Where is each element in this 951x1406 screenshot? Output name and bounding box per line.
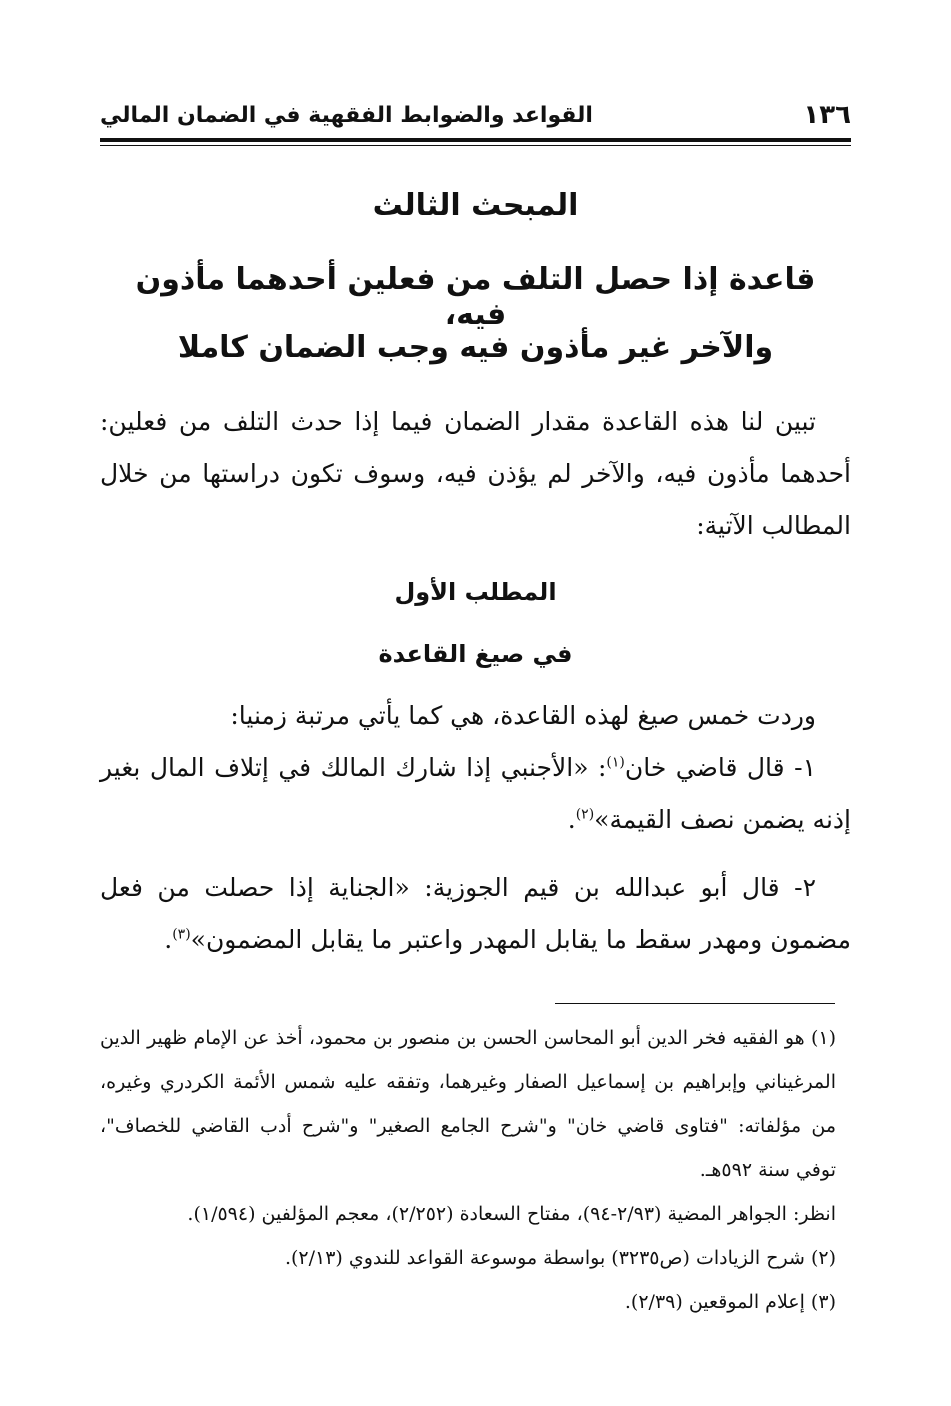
footnotes bbox=[100, 1016, 836, 1324]
footnote-ref-3: (٣) bbox=[172, 926, 191, 943]
chapter-title: المبحث الثالث bbox=[372, 188, 579, 223]
item2-text: ٢- قال أبو عبدالله بن قيم الجوزية: «الجناية إذا حصلت من فعل مضمون ومهدر سقط ما يقابل المهدر واعتبر ما يقابل المضمون» bbox=[100, 873, 851, 954]
form-item-2 bbox=[100, 862, 851, 966]
item2-end: . bbox=[164, 925, 173, 954]
footnote-3: (٣) إعلام الموقعين (٢/٣٩). bbox=[624, 1291, 836, 1313]
page-header bbox=[100, 95, 851, 135]
footnote-ref-1: (١) bbox=[606, 754, 625, 771]
rule-title-line-2: والآخر غير مأذون فيه وجب الضمان كاملا bbox=[177, 330, 774, 365]
section-title: المطلب الأول bbox=[394, 578, 557, 606]
footnote-ref-2: (٢) bbox=[575, 806, 595, 823]
intro-paragraph: تبين لنا هذه القاعدة مقدار الضمان فيما إذا حدث التلف من فعلين: أحدهما مأذون فيه، والآخر لم يؤذن فيه، وسوف تكون دراستها من خلال المطالب الآتية: bbox=[100, 407, 851, 540]
footnote-1: (١) هو الفقيه فخر الدين أبو المحاسن الحسن بن منصور بن محمود، أخذ عن الإمام ظهير الدين المرغيناني وإبراهيم بن إسماعيل الصفار وغيرهما، وتفقه عليه شمس الأئمة الكردري وغيره، من مؤلفاته: "فتاوى قاضي خان" و"شرح الجامع الصغير" و"شرح أدب القاضي للخصاف"، توفي سنة ٥٩٢هـ. bbox=[100, 1027, 836, 1181]
section-subtitle: في صيغ القاعدة bbox=[378, 640, 573, 668]
item1-lead: ١- قال قاضي خان bbox=[624, 753, 816, 782]
form-item-1 bbox=[100, 742, 851, 846]
header-rule-thick bbox=[100, 138, 851, 142]
forms-intro-paragraph: وردت خمس صيغ لهذه القاعدة، هي كما يأتي مرتبة زمنيا: bbox=[230, 701, 816, 730]
footnote-separator bbox=[555, 1003, 835, 1004]
footnote-1-references: انظر: الجواهر المضية (٢/٩٣-٩٤)، مفتاح السعادة (٢/٢٥٢)، معجم المؤلفين (١/٥٩٤). bbox=[187, 1203, 836, 1225]
running-title: القواعد والضوابط الفقهية في الضمان المالي bbox=[100, 102, 593, 128]
item1-end: . bbox=[567, 805, 576, 834]
item1-quote: : «الأجنبي إذا شارك المالك في إتلاف المال بغير إذنه يضمن نصف القيمة» bbox=[100, 753, 851, 834]
footnote-2: (٢) شرح الزيادات (ص٣٢٣٥) بواسطة موسوعة القواعد للندوي (٢/١٣). bbox=[284, 1247, 836, 1269]
header-rule-thin bbox=[100, 145, 851, 146]
rule-title-line-1: قاعدة إذا حصل التلف من فعلين أحدهما مأذون فيه، bbox=[135, 262, 816, 332]
page-number: ١٣٦ bbox=[803, 100, 851, 130]
